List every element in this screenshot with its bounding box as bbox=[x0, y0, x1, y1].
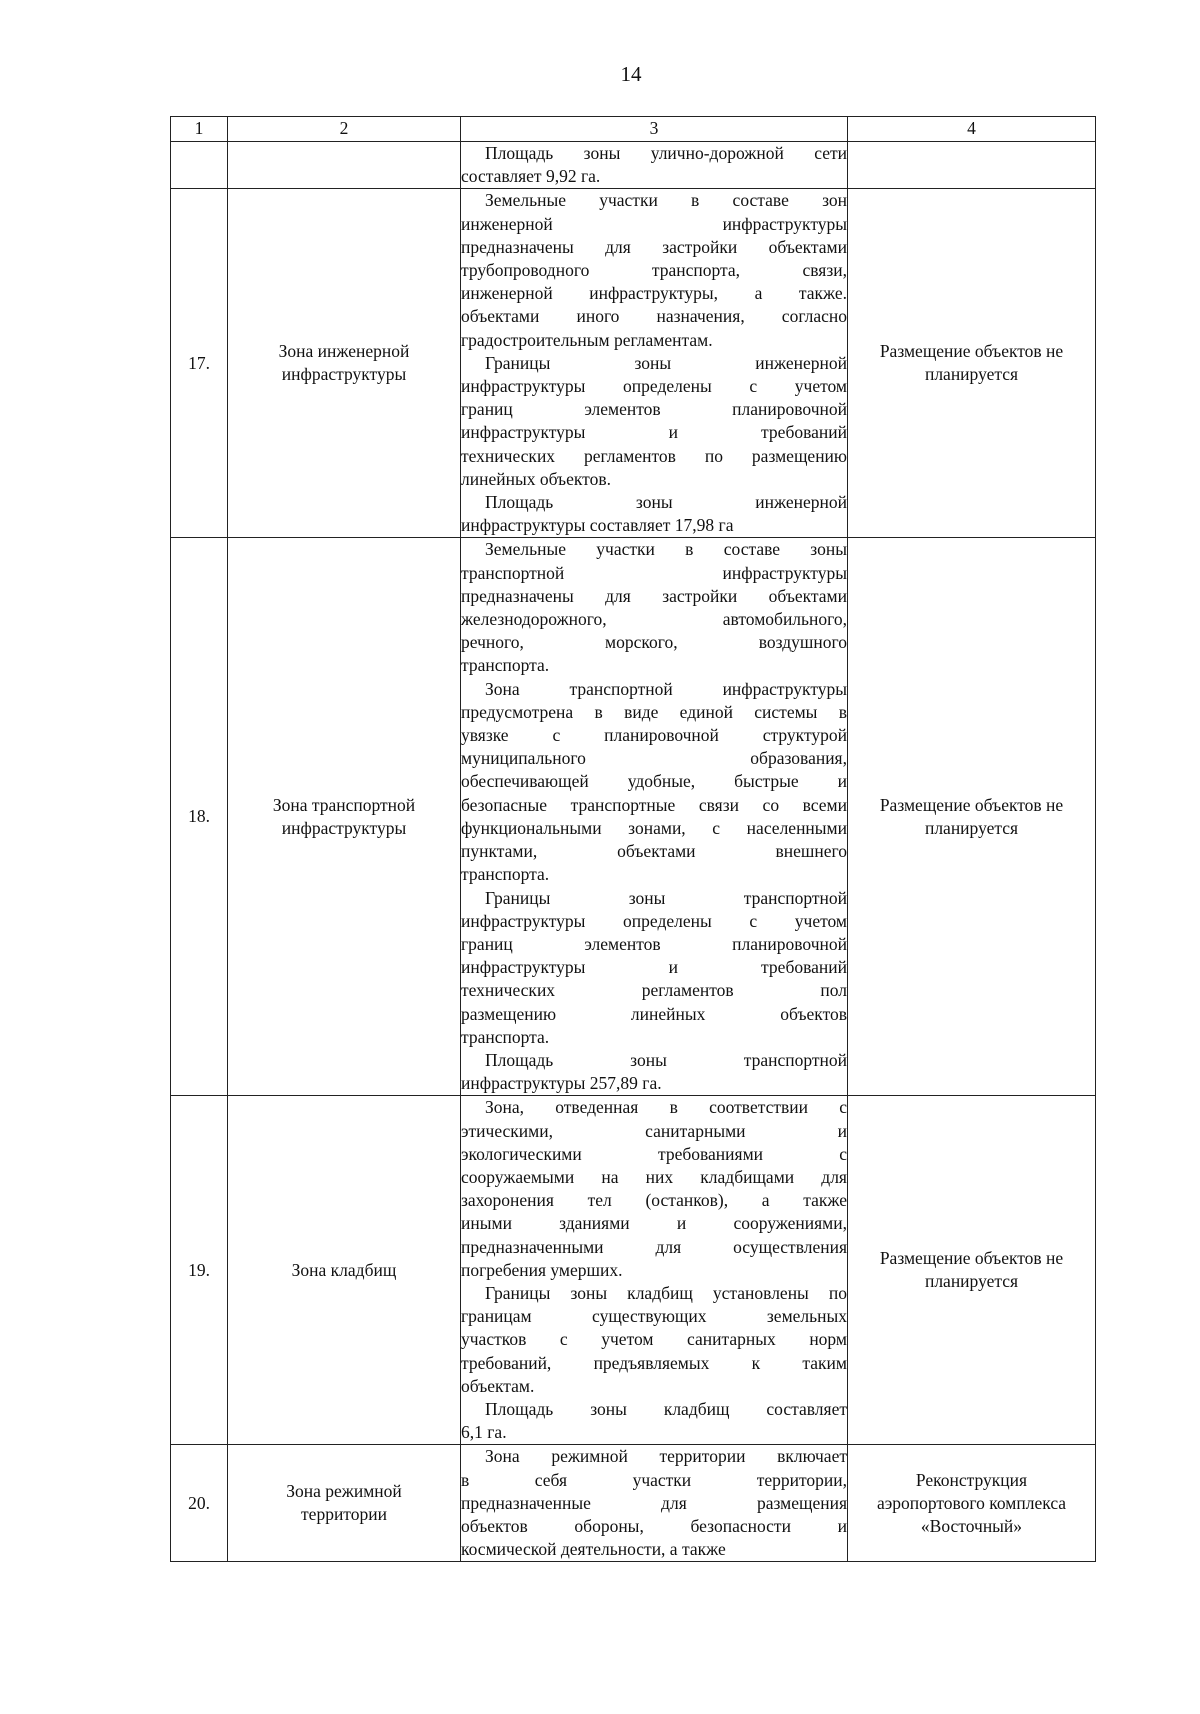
description-line: иными зданиями и сооружениями, bbox=[461, 1213, 847, 1234]
row-number: 20. bbox=[171, 1445, 228, 1562]
planned-objects-line: планируется bbox=[924, 817, 1019, 838]
zone-description bbox=[461, 1445, 848, 1562]
description-line: Площадь зоны инженерной bbox=[485, 492, 847, 513]
zone-name-line: инфраструктуры bbox=[281, 817, 407, 838]
description-line: Площадь зоны транспортной bbox=[485, 1049, 847, 1070]
zone-name bbox=[228, 1096, 461, 1445]
description-line: участков с учетом санитарных норм bbox=[461, 1329, 847, 1350]
planned-objects bbox=[848, 142, 1096, 189]
description-line: Границы зоны транспортной bbox=[485, 887, 847, 908]
description-line: границам существующих земельных bbox=[461, 1306, 847, 1327]
column-header: 4 bbox=[848, 117, 1096, 142]
description-line: транспорта. bbox=[461, 655, 550, 676]
description-line: Площадь зоны кладбищ составляет bbox=[485, 1398, 847, 1419]
description-line: предназначены для застройки объектами bbox=[461, 236, 847, 257]
description-line: инфраструктуры определены с учетом bbox=[461, 910, 847, 931]
planned-objects-line: Размещение объектов не bbox=[879, 794, 1064, 815]
description-line: космической деятельности, а также bbox=[461, 1539, 726, 1560]
description-line: функциональными зонами, с населенными bbox=[461, 817, 847, 838]
description-line: границ элементов планировочной bbox=[461, 399, 847, 420]
description-line: транспорта. bbox=[461, 864, 550, 885]
planned-objects bbox=[848, 189, 1096, 538]
zone-name bbox=[228, 142, 461, 189]
table-row-continued bbox=[171, 142, 1096, 189]
planned-objects bbox=[848, 1096, 1096, 1445]
description-line: технических регламентов по размещению bbox=[461, 445, 847, 466]
planned-objects-line: аэропортового комплекса bbox=[876, 1492, 1067, 1513]
description-line: 6,1 га. bbox=[461, 1422, 507, 1443]
zone-name-line: Зона инженерной bbox=[278, 341, 410, 362]
zone-description bbox=[461, 189, 848, 538]
description-line: железнодорожного, автомобильного, bbox=[461, 609, 847, 630]
column-header: 1 bbox=[171, 117, 228, 142]
planned-objects-line: Размещение объектов не bbox=[879, 341, 1064, 362]
description-line: погребения умерших. bbox=[461, 1259, 623, 1280]
description-line: границ элементов планировочной bbox=[461, 933, 847, 954]
description-line: муниципального образования, bbox=[461, 748, 847, 769]
column-header: 3 bbox=[461, 117, 848, 142]
zone-name bbox=[228, 189, 461, 538]
table-row bbox=[171, 1445, 1096, 1562]
row-number: 19. bbox=[171, 1096, 228, 1445]
planned-objects-line: «Восточный» bbox=[920, 1515, 1023, 1536]
description-line: составляет 9,92 га. bbox=[461, 166, 601, 187]
description-line: инженерной инфраструктуры, а также. bbox=[461, 283, 847, 304]
description-line: инфраструктуры определены с учетом bbox=[461, 376, 847, 397]
zone-description bbox=[461, 538, 848, 1096]
description-line: Земельные участки в составе зоны bbox=[485, 539, 847, 560]
description-line: захоронения тел (останков), а также bbox=[461, 1190, 847, 1211]
zone-name bbox=[228, 1445, 461, 1562]
planned-objects-line: Размещение объектов не bbox=[879, 1248, 1064, 1269]
description-line: линейных объектов. bbox=[461, 468, 611, 489]
description-line: Площадь зоны улично-дорожной сети bbox=[485, 143, 847, 163]
row-number: 18. bbox=[171, 538, 228, 1096]
zone-description bbox=[461, 1096, 848, 1445]
description-line: экологическими требованиями с bbox=[461, 1143, 847, 1164]
zone-name-line: территории bbox=[301, 1504, 387, 1525]
row-number: 17. bbox=[171, 189, 228, 538]
zones-table bbox=[170, 116, 1096, 1562]
description-line: транспорта. bbox=[461, 1026, 550, 1047]
description-line: речного, морского, воздушного bbox=[461, 632, 847, 653]
description-line: Земельные участки в составе зон bbox=[485, 190, 847, 211]
description-line: инфраструктуры и требований bbox=[461, 957, 847, 978]
planned-objects-line: Реконструкция bbox=[915, 1469, 1028, 1490]
planned-objects-line: планируется bbox=[924, 364, 1019, 385]
description-line: предназначены для застройки объектами bbox=[461, 585, 847, 606]
row-number bbox=[171, 142, 228, 189]
description-line: инфраструктуры составляет 17,98 га bbox=[461, 515, 734, 536]
zone-description bbox=[461, 142, 848, 189]
description-line: обеспечивающей удобные, быстрые и bbox=[461, 771, 847, 792]
description-line: предназначенными для осуществления bbox=[461, 1236, 847, 1257]
zone-name-line: инфраструктуры bbox=[281, 364, 407, 385]
zone-name-line: Зона транспортной bbox=[272, 794, 416, 815]
description-line: безопасные транспортные связи со всеми bbox=[461, 794, 847, 815]
zone-name-line: Зона кладбищ bbox=[291, 1259, 397, 1280]
description-line: размещению линейных объектов bbox=[461, 1003, 847, 1024]
description-line: этическими, санитарными и bbox=[461, 1120, 847, 1141]
table-row bbox=[171, 538, 1096, 1096]
description-line: Зона режимной территории включает bbox=[485, 1446, 847, 1467]
description-line: объектам. bbox=[461, 1375, 535, 1396]
description-line: Границы зоны инженерной bbox=[485, 352, 847, 373]
table-row bbox=[171, 189, 1096, 538]
description-line: градостроительным регламентам. bbox=[461, 329, 713, 350]
table-header-row bbox=[171, 117, 1096, 142]
planned-objects bbox=[848, 538, 1096, 1096]
description-line: увязке с планировочной структурой bbox=[461, 725, 847, 746]
description-line: пунктами, объектами внешнего bbox=[461, 841, 847, 862]
planned-objects-line: планируется bbox=[924, 1271, 1019, 1292]
zone-name bbox=[228, 538, 461, 1096]
page-number: 14 bbox=[620, 62, 642, 86]
description-line: инженерной инфраструктуры bbox=[461, 213, 847, 234]
description-line: Границы зоны кладбищ установлены по bbox=[485, 1282, 847, 1303]
column-header: 2 bbox=[228, 117, 461, 142]
description-line: Зона, отведенная в соответствии с bbox=[485, 1097, 847, 1118]
planned-objects bbox=[848, 1445, 1096, 1562]
description-line: Зона транспортной инфраструктуры bbox=[485, 678, 847, 699]
description-line: трубопроводного транспорта, связи, bbox=[461, 260, 847, 281]
description-line: технических регламентов пол bbox=[461, 980, 847, 1001]
description-line: транспортной инфраструктуры bbox=[461, 562, 847, 583]
description-line: объектами иного назначения, согласно bbox=[461, 306, 847, 327]
description-line: в себя участки территории, bbox=[461, 1469, 847, 1490]
description-line: объектов обороны, безопасности и bbox=[461, 1515, 847, 1536]
description-line: сооружаемыми на них кладбищами для bbox=[461, 1166, 847, 1187]
description-line: требований, предъявляемых к таким bbox=[461, 1352, 847, 1373]
zone-name-line: Зона режимной bbox=[286, 1481, 402, 1502]
description-line: предусмотрена в виде единой системы в bbox=[461, 701, 847, 722]
description-line: предназначенные для размещения bbox=[461, 1492, 847, 1513]
table-row bbox=[171, 1096, 1096, 1445]
description-line: инфраструктуры и требований bbox=[461, 422, 847, 443]
description-line: инфраструктуры 257,89 га. bbox=[461, 1073, 662, 1094]
